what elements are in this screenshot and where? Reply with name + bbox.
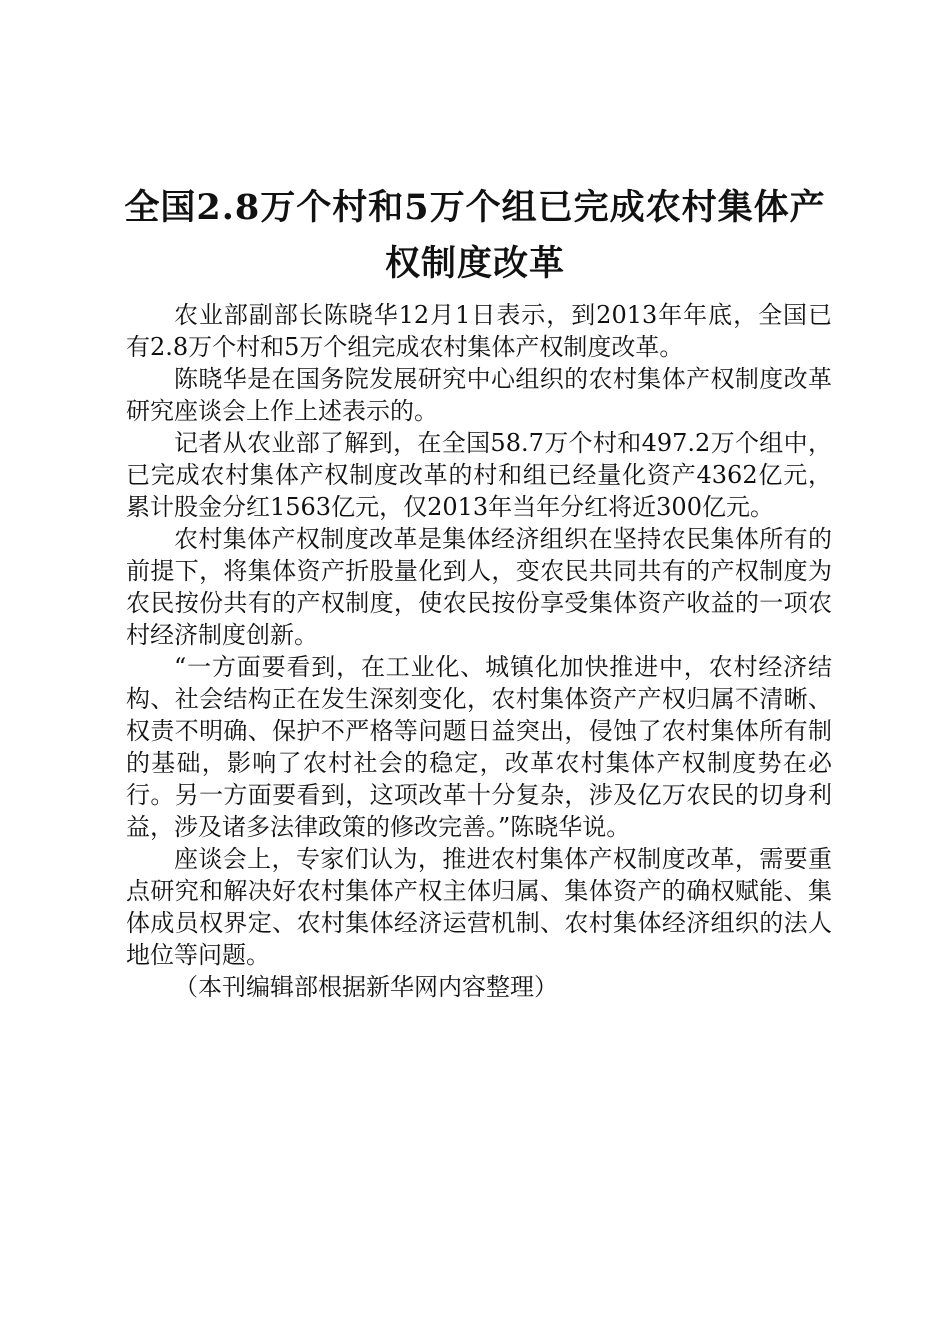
paragraph-statistics: 记者从农业部了解到，在全国58.7万个村和497.2万个组中，已完成农村集体产权制度改革的村和组已经量化资产4362亿元，累计股金分红1563亿元，仅2013年当年分红将近300亿元。 xyxy=(126,429,832,521)
article-body xyxy=(126,299,832,1003)
paragraph-definition: 农村集体产权制度改革是集体经济组织在坚持农民集体所有的前提下，将集体资产折股量化到人，变农民共同共有的产权制度为农民按份共有的产权制度，使农民按份享受集体资产收益的一项农村经济制度创新。 xyxy=(126,525,832,649)
paragraph-source-note: （本刊编辑部根据新华网内容整理） xyxy=(174,973,558,1001)
paragraph-experts: 座谈会上，专家们认为，推进农村集体产权制度改革，需要重点研究和解决好农村集体产权主体归属、集体资产的确权赋能、集体成员权界定、农村集体经济运营机制、农村集体经济组织的法人地位等问题。 xyxy=(126,845,832,969)
paragraph-context: 陈晓华是在国务院发展研究中心组织的农村集体产权制度改革研究座谈会上作上述表示的。 xyxy=(126,365,832,425)
paragraph-quote: “一方面要看到，在工业化、城镇化加快推进中，农村经济结构、社会结构正在发生深刻变化，农村集体资产产权归属不清晰、权责不明确、保护不严格等问题日益突出，侵蚀了农村集体所有制的基础，影响了农村社会的稳定，改革农村集体产权制度势在必行。另一方面要看到，这项改革十分复杂，涉及亿万农民的切身利益，涉及诸多法律政策的修改完善。”陈晓华说。 xyxy=(126,653,832,841)
paragraph-announcement: 农业部副部长陈晓华12月1日表示，到2013年年底，全国已有2.8万个村和5万个组完成农村集体产权制度改革。 xyxy=(126,301,832,361)
article-title: 全国2.8万个村和5万个组已完成农村集体产权制度改革 xyxy=(124,187,826,284)
